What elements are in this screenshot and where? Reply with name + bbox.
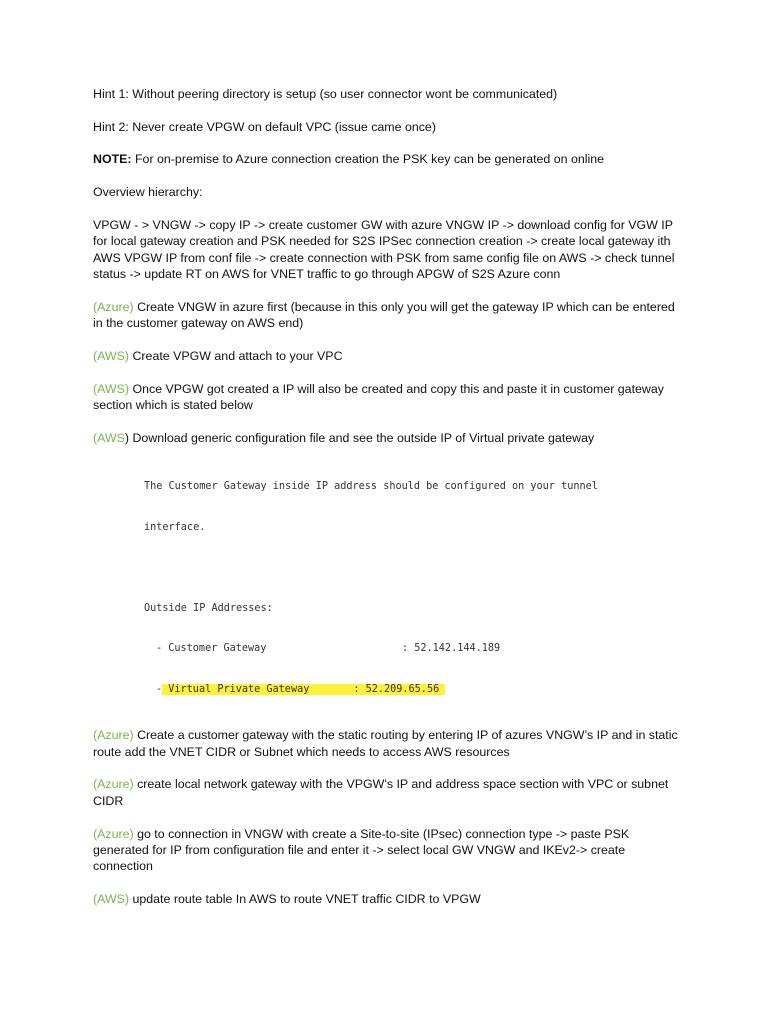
document-page [93,86,683,924]
step-tag: (Azure) [93,826,134,841]
step-tag: (AWS) [93,381,130,396]
config-line-1: The Customer Gateway inside IP address should be configured on your tunnel [144,481,598,493]
config-customer-gateway-label: - Customer Gateway [156,643,267,655]
step-1 [93,299,683,332]
config-outside-ip-heading: Outside IP Addresses: [144,602,273,614]
step-2 [93,348,683,364]
hint-1: Hint 1: Without peering directory is setup (so user connector wont be communicated) [93,87,558,101]
step-6 [93,776,683,809]
step-tag: (AWS) [93,892,130,907]
step-tag: (AWS [93,430,125,445]
config-vpg-label: Virtual Private Gateway [162,683,310,695]
step-text: go to connection in VNGW with create a Site-to-site (IPsec) connection type -> paste PSK generated for IP from configuration file and enter it -> select local GW VNGW and IKEv2-> create connection [93,826,630,874]
step-text: create local network gateway with the VPGW’s IP and address space section with VPC or subnet CIDR [93,777,669,808]
step-text: Once VPGW got created a IP will also be created and copy this and paste it in customer gateway section which is stated below [93,381,664,412]
step-8 [93,891,683,907]
config-file-snippet [144,453,624,723]
config-vpg-dash: - [156,683,163,695]
step-5 [93,727,683,760]
step-7 [93,826,683,875]
step-3 [93,381,683,414]
step-text: Create a customer gateway with the static routing by entering IP of azures VNGW’s IP and in static route add the VNET CIDR or Subnet which needs to access AWS resources [93,728,678,759]
step-tag: (Azure) [93,777,134,792]
note-label: NOTE: [93,152,132,167]
config-line-2: interface. [144,521,206,533]
overview-heading: Overview hierarchy: [93,185,203,200]
step-text: Create VPGW and attach to your VPC [129,348,343,363]
step-text: update route table In AWS to route VNET traffic CIDR to VPGW [129,892,481,907]
hint-2: Hint 2: Never create VPGW on default VPC (issue came once) [93,119,436,134]
config-vpg-highlight [162,684,445,695]
overview-text: VPGW - > VNGW -> copy IP -> create customer GW with azure VNGW IP -> download config for VGW IP for local gateway creation and PSK needed for S2S IPSec connection creation -> create local gateway ith AWS VPGW IP from conf file -> create connection with PSK from same config file on AWS -> check tunnel status -> update RT on AWS for VNET traffic to go through APGW of S2S Azure conn [93,217,675,282]
note-text: For on-premise to Azure connection creation the PSK key can be generated on online [131,152,605,167]
step-4 [93,430,683,446]
step-tag: (Azure) [93,728,134,743]
step-text: Create VNGW in azure first (because in this only you will get the gateway IP which can be entered in the customer gateway on AWS end) [93,299,675,331]
config-virtual-private-gateway-row [144,683,624,697]
step-tag: (Azure) [93,299,134,314]
note [93,151,683,167]
config-vpg-value: : 52.209.65.56 [353,683,440,695]
config-customer-gateway-row [144,642,624,656]
step-text: ) Download generic configuration file and see the outside IP of Virtual private gateway [124,430,595,445]
config-customer-gateway-value: : 52.142.144.189 [402,643,501,655]
step-tag: (AWS) [93,348,130,363]
config-blank-line [144,561,624,575]
